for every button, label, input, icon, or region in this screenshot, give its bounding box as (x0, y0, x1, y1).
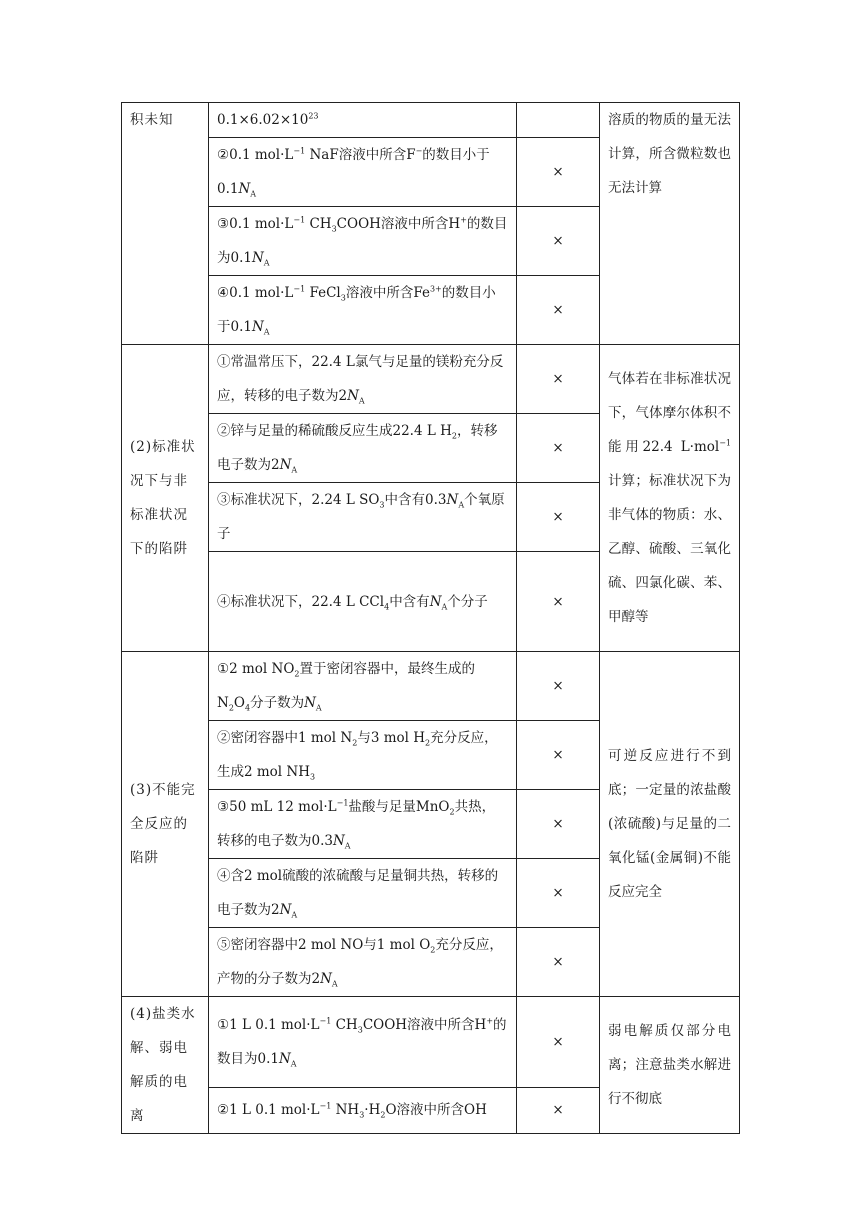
judgement-mark: × (517, 345, 600, 414)
judgement-mark: × (517, 414, 600, 483)
table-row (122, 345, 740, 414)
judgement-mark: × (517, 790, 600, 859)
traps-table (121, 102, 740, 1134)
explanation-cell: 气体若在非标准状况下，气体摩尔体积不能用22.4 L·mol$^{-1}$计算；标准状况下为非气体的物质：水、乙醇、硫酸、三氧化硫、四氯化碳、苯、甲醇等 (600, 345, 740, 652)
category-cell: (4)盐类水解、弱电解质的电离 (122, 997, 209, 1134)
table-row (122, 997, 740, 1088)
explanation-cell: 可逆反应进行不到底；一定量的浓盐酸(浓硫酸)与足量的二氧化锰(金属铜)不能反应完全 (600, 652, 740, 997)
explanation-cell: 弱电解质仅部分电离；注意盐类水解进行不彻底 (600, 997, 740, 1134)
judgement-mark: × (517, 138, 600, 207)
table-row (122, 103, 740, 138)
example-cell: ③50 mL 12 $mol\cdot L^{-1}$盐酸与足量MnO$_2$共热，转移的电子数为$0.3N_A$ (209, 790, 517, 859)
judgement-mark: × (517, 859, 600, 928)
judgement-mark: × (517, 721, 600, 790)
example-cell: ⑤密闭容器中2 mol NO与1 mol $O_2$充分反应，产物的分子数为$2N_A$ (209, 928, 517, 997)
judgement-mark: × (517, 928, 600, 997)
category-cell: 积未知 (122, 103, 209, 345)
example-cell: ②1 L 0.1 $mol\cdot L^{-1}$ $NH_3\cdot H_2O$溶液中所含OH (209, 1087, 517, 1133)
example-cell: ③标准状况下，2.24 L $SO_3$中含有$0.3N_A$个氧原子 (209, 483, 517, 552)
judgement-mark: × (517, 997, 600, 1088)
example-cell: ①常温常压下，22.4 L氯气与足量的镁粉充分反应，转移的电子数为$2N_A$ (209, 345, 517, 414)
example-cell: ②密闭容器中1 mol $N_2$与3 mol $H_2$充分反应，生成2 mol $NH_3$ (209, 721, 517, 790)
judgement-mark: × (517, 483, 600, 552)
example-cell: ④含2 mol硫酸的浓硫酸与足量铜共热，转移的电子数为$2N_A$ (209, 859, 517, 928)
judgement-mark: × (517, 1087, 600, 1133)
example-cell: ④标准状况下，22.4 L CCl$_4$中含有$N_A$个分子 (209, 552, 517, 652)
table-row (122, 652, 740, 721)
judgement-mark (517, 103, 600, 138)
category-cell: (2)标准状况下与非标准状况下的陷阱 (122, 345, 209, 652)
category-cell: (3)不能完全反应的陷阱 (122, 652, 209, 997)
example-cell: ③0.1 $mol\cdot L^{-1}$ $CH_3COOH$溶液中所含H+的数目为$0.1N_A$ (209, 207, 517, 276)
example-cell: ①2 mol $NO_2$置于密闭容器中，最终生成的$N_2O_4$分子数为$N_A$ (209, 652, 517, 721)
judgement-mark: × (517, 276, 600, 345)
example-cell: ②锌与足量的稀硫酸反应生成22.4 L $H_2$，转移电子数为$2N_A$ (209, 414, 517, 483)
example-cell: ①1 L 0.1 $mol\cdot L^{-1}$ $CH_3COOH$溶液中所含H+的数目为$0.1N_A$ (209, 997, 517, 1088)
judgement-mark: × (517, 652, 600, 721)
judgement-mark: × (517, 207, 600, 276)
judgement-mark: × (517, 552, 600, 652)
example-cell: ②0.1 $mol\cdot L^{-1}$ NaF溶液中所含F−的数目小于$0.1N_A$ (209, 138, 517, 207)
example-cell: ④0.1 $mol\cdot L^{-1}$ FeCl$_3$溶液中所含$Fe^{3+}$的数目小于$0.1N_A$ (209, 276, 517, 345)
example-cell: $0.1\times 6.02\times 10^{23}$ (209, 103, 517, 138)
explanation-cell: 溶质的物质的量无法计算，所含微粒数也无法计算 (600, 103, 740, 345)
